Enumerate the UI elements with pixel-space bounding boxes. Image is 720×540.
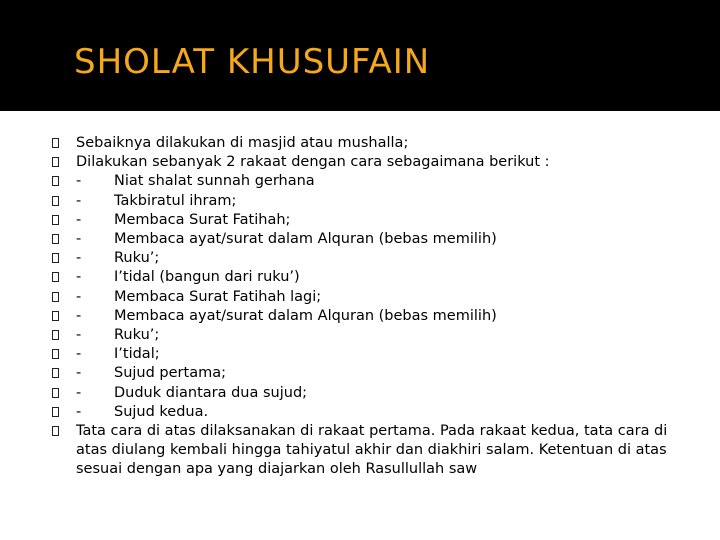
- list-item-dash: -: [76, 307, 82, 324]
- list-item-dash: -: [76, 365, 82, 382]
- bullet-icon: [52, 330, 59, 340]
- list-item-dash: -: [76, 269, 82, 286]
- list-item-text: I’tidal (bangun dari ruku’): [114, 269, 300, 286]
- list-item-text: I’tidal;: [114, 346, 160, 363]
- bullet-icon: [52, 215, 59, 225]
- bullet-icon: [52, 234, 59, 244]
- list-item-dash: -: [76, 403, 82, 420]
- list-item-dash: -: [76, 231, 82, 248]
- list-item-text: Tata cara di atas dilaksanakan di rakaat pertama. Pada rakaat kedua, tata cara di atas diulang kembali hingga tahiyatul akhir dan diakhiri salam. Ketentuan di atas sesuai dengan apa yang diajarkan oleh Rasullullah saw: [76, 423, 668, 478]
- bullet-icon: [52, 368, 59, 378]
- bullet-icon: [52, 196, 59, 206]
- list-item: [52, 172, 702, 191]
- bullet-icon: [52, 388, 59, 398]
- list-item-text: Membaca Surat Fatihah;: [114, 211, 291, 228]
- list-item-dash: -: [76, 288, 82, 305]
- list-item: [52, 268, 702, 287]
- list-item: [52, 345, 702, 364]
- bullet-icon: [52, 272, 59, 282]
- list-item-text: Membaca ayat/surat dalam Alquran (bebas memilih): [114, 307, 497, 324]
- list-item: [52, 153, 702, 172]
- bullet-icon: [52, 292, 59, 302]
- title-bar: [0, 0, 720, 111]
- list-item-text: Takbiratul ihram;: [114, 192, 237, 209]
- bullet-list: [52, 134, 702, 480]
- bullet-icon: [52, 176, 59, 186]
- list-item: [52, 230, 702, 249]
- bullet-icon: [52, 253, 59, 263]
- bullet-icon: [52, 138, 59, 148]
- list-item-dash: -: [76, 384, 82, 401]
- list-item-text: Ruku’;: [114, 250, 160, 267]
- bullet-icon: [52, 349, 59, 359]
- list-item-dash: -: [76, 250, 82, 267]
- list-item-dash: -: [76, 211, 82, 228]
- list-item-text: Sujud pertama;: [114, 365, 226, 382]
- list-item: [52, 211, 702, 230]
- bullet-icon: [52, 426, 59, 436]
- list-item-text: Membaca Surat Fatihah lagi;: [114, 288, 322, 305]
- list-item: [52, 192, 702, 211]
- list-item-dash: -: [76, 327, 82, 344]
- list-item-text: Dilakukan sebanyak 2 rakaat dengan cara sebagaimana berikut :: [76, 154, 550, 171]
- list-item: [52, 384, 702, 403]
- list-item-dash: -: [76, 346, 82, 363]
- bullet-icon: [52, 157, 59, 167]
- list-item: [52, 422, 702, 480]
- list-item: [52, 403, 702, 422]
- bullet-icon: [52, 407, 59, 417]
- list-item: [52, 364, 702, 383]
- list-item-text: Membaca ayat/surat dalam Alquran (bebas memilih): [114, 231, 497, 248]
- list-item-text: Niat shalat sunnah gerhana: [114, 173, 315, 190]
- bullet-icon: [52, 311, 59, 321]
- slide-title: SHOLAT KHUSUFAIN: [74, 42, 431, 82]
- list-item-text: Sujud kedua.: [114, 403, 209, 420]
- list-item: [52, 307, 702, 326]
- list-item: [52, 249, 702, 268]
- list-item-text: Duduk diantara dua sujud;: [114, 384, 308, 401]
- list-item-dash: -: [76, 173, 82, 190]
- list-item: [52, 288, 702, 307]
- list-item-dash: -: [76, 192, 82, 209]
- list-item: [52, 326, 702, 345]
- list-item-text: Sebaiknya dilakukan di masjid atau mushalla;: [76, 135, 409, 151]
- list-item-text: Ruku’;: [114, 327, 160, 344]
- list-item: [52, 134, 702, 153]
